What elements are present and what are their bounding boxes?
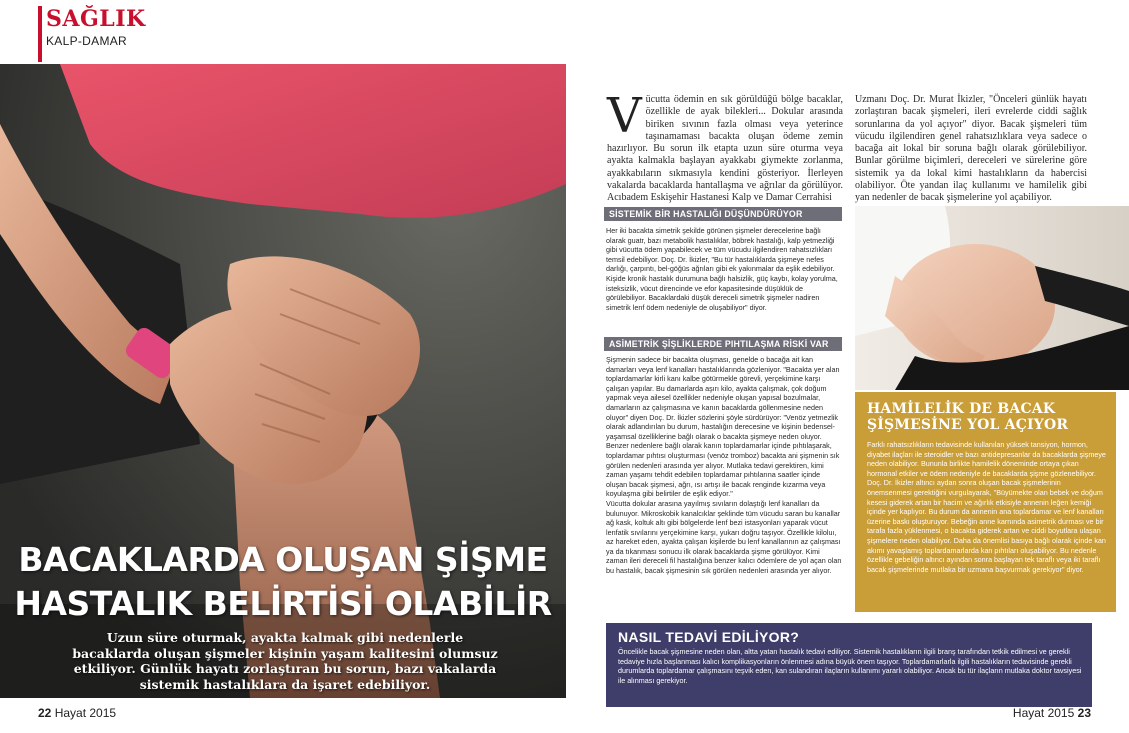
systemic-text: Her iki bacakta simetrik şekilde görünen şişmeler derecelerine bağlı olarak guatr, bazı metabolik hastalıklar, böbrek hastalığı, kalp yetmezliği gibi vücutta ödem yapabilecek ve tüm vücudu ilgilendiren rahatsızlıkları temsil edebiliyor. Doç. Dr. İkizler, "Bu tür hastalıklarda şişmeye nefes darlığı, çarpıntı, bel-göğüs ağrıları gibi ek yakınmalar da eşlik edebiliyor. Kişide kronik hastalık durumuna bağlı halsizlik, güç kaybı, kolay yorulma, isteksizlik, vücut direncinde ve efor kapasitesinde düşüklük de görülebiliyor. Bacaklardaki düşük dereceli simetrik şişmeler nadiren simetrik lenf ödem nedeniyle de oluşabiliyor" diyor. [606, 226, 838, 312]
intro-continued-paragraph: Uzmanı Doç. Dr. Murat İkizler, "Önceleri günlük hayatı zorlaştıran bacak şişmeleri, ileri evrelerde ciddi sağlık sorunlarına da yol açıyor" diyor. Bacak şişmeleri tüm vücudu ilgilendiren genel rahatsızlıklara veya sadece o bacağa ait lokal bir soruna bağlı olarak görülebiliyor. Bunlar görülme biçimleri, dereceleri ve sürelerine göre sistemik ya da lokal kimi hastalıkların da habercisi olabiliyor. Öte yandan ilaç kullanımı ve hamilelik gibi yan nedenler de bacak şişmelerine yol açabiliyor. [855, 94, 1087, 204]
page-number-right: 23 [1077, 706, 1091, 720]
asymmetric-text-block [606, 355, 842, 576]
asymmetric-subheading: ASİMETRİK ŞİŞLİKLERDE PIHTILAŞMA RİSKİ VAR [604, 337, 842, 351]
pregnancy-heading [867, 401, 1106, 433]
asymmetric-paragraph-1: Şişmenin sadece bir bacakta oluşması, genelde o bacağa ait kan damarları veya lenf kanalları hastalıklarında gözleniyor. "Bacakta yer alan toplardamarlar kirli kanı kalbe götürmekle görevli, yerçekimine karşı çalışan yapılar. Bu damarlarda aşırı kilo, ayakta çalışmak, çok doğum yapmak veya ailesel özellikler nedeniyle oluşan yapısal bozulmalar, damarların az çalışmasına ve kanın bacaklarda göllenmesine neden oluyor" diyen Doç. Dr. İkizler sözlerini şöyle sürdürüyor: "Venöz yetmezlik olarak adlandırılan bu durum, hastalığın derecesine ve kişinin bedensel-yaşamsal özelliklerine bağlı olarak o bacakta şişmeye neden oluyor. Benzer nedenlere bağlı olarak kanın toplardamarlar içinde pıhtılaşarak, toplardamar pıhtısı oluşturması (venöz tromboz) bacakta ani şişmenin sık görülen nedenleri arasında yer alıyor. Mutlaka tedavi gerektiren, kimi zaman yaşamı tehdit edebilen toplardamar pıhtılarına saatler içinde oluşan bacak şişmesi, ağrı, ısı artışı ile bacak renginde kızarma veya koyulaşma gibi belirtiler de eşlik ediyor." [606, 355, 840, 499]
drop-cap: V [607, 88, 642, 144]
hero-headline-line1: BACAKLARDA OLUŞAN ŞİŞME [18, 540, 548, 579]
treatment-heading: NASIL TEDAVİ EDİLİYOR? [618, 629, 800, 645]
hero-lead-paragraph: Uzun süre oturmak, ayakta kalmak gibi nedenlerle bacaklarda oluşan şişmeler kişinin yaşam kalitesini olumsuz etkiliyor. Günlük hayatı zorlaştıran bu sorun, bazı vakalarda sistemik hastalıklara da işaret edebiliyor. [72, 630, 498, 692]
magazine-label-left: Hayat 2015 [54, 706, 117, 720]
pregnant-woman-illustration [855, 206, 1129, 390]
page-footer-right [1013, 706, 1091, 720]
page-footer-left [38, 706, 116, 720]
intro-paragraph [607, 88, 843, 205]
pregnancy-heading-line1: HAMİLELİK DE BACAK [867, 401, 1056, 417]
intro-text: ücutta ödemin en sık görüldüğü bölge bacaklar, özellikle de ayak bilekleri... Dokular arasında biriken sıvının fazla olması veya yeterince taşınamaması bacakta oluşan ödeme zemin hazırlıyor. Bu sorun ilk etapta uzun süre oturma veya ayakta kalmakla başlayan ayakkabı giymekte zorlanma, ayakkabıların sıkmasıyla kendini gösteriyor. İlerleyen vakalarda bacaklarda hantallaşma ve ağrılar da görülüyor. Acıbadem Eskişehir Hastanesi Kalp ve Damar Cerrahisi [607, 94, 843, 204]
systemic-subheading: SİSTEMİK BİR HASTALIĞI DÜŞÜNDÜRÜYOR [604, 207, 842, 221]
hero-photo [0, 64, 566, 698]
magazine-label-right: Hayat 2015 [1012, 706, 1075, 720]
pregnancy-text: Farklı rahatsızlıkların tedavisinde kullanılan yüksek tansiyon, hormon, diyabet ilaçları ile steroidler ve bazı antidepresanlar da bacaklarda şişmeye neden olabiliyor. Bununla birlikte hamilelik döneminde ortaya çıkan hormonal etkiler ve ödem nedeniyle de bacaklarda şişme gözlenebiliyor. Doç. Dr. İkizler altıncı aydan sonra oluşan bacak şişmelerinin önemsenmesi gerektiğini vurgulayarak, "Büyümekte olan bebek ve doğum kesesi giderek artan bir hacim ve ağırlık etkisiyle annenin leğen kemiği içinde yer kaplıyor. Bu durum da annenin ana toplardamar ve lenf kanalları üzerine baskı oluşturuyor. Bebeğin anne karnında asimetrik durması ve bir tarafa fazla yüklenmesi, o bacakta giderek artan ve ciddi boyutlara ulaşan şişmelere neden olabiliyor. Daha da önemlisi basıya bağlı olarak içinde kan akımı yavaşlamış toplardamarlarda kan pıhtıları oluşabiliyor. Bu nedenle özellikle gebeliğin altıncı ayından sonra başlayan tek taraflı veya iki taraflı bacak şişmelerinde mutlaka bir uzmana başvurmak gerekiyor" diyor. [867, 440, 1106, 574]
pregnancy-heading-line2: ŞİŞMESİNE YOL AÇIYOR [867, 417, 1069, 433]
hero-headline-line2: HASTALIK BELİRTİSİ OLABİLİR [14, 584, 552, 623]
section-title: SAĞLIK [46, 6, 146, 32]
section-subtitle: KALP-DAMAR [46, 34, 128, 48]
page-number-left: 22 [38, 706, 52, 720]
pregnancy-photo [855, 206, 1129, 390]
section-header [38, 6, 146, 62]
treatment-text: Öncelikle bacak şişmesine neden olan, altta yatan hastalık tedavi ediliyor. Sistemik hastalıkların ilgili branş tarafından tetkik edilmesi ve gerekli tedaviye hızla başlanması kalıcı komplikasyonların önlenmesi adına büyük önem taşıyor. Toplardamarlarla ilgili hastalıkların tedavisinde gerekli durumlarda toplardamar çalışmasını teşvik eden, kan sulandıran ilaçların kullanımı yararlı olabiliyor. Ancak bu tür ilaçların mutlaka doktor tavsiyesi ile alınması gerekiyor. [618, 647, 1082, 685]
asymmetric-paragraph-2: Vücutta dokular arasına yayılmış sıvıların dolaştığı lenf kanalları da bulunuyor. Mikroskobik kanalcıklar şeklinde tüm vücudu saran bu kanallar ağ kask, koltuk altı gibi bölgelerde lenf bezi istasyonları yaparak vücut lenfatik sıvılarını yerçekimine karşı, yukarı doğru taşıyor. Özellikle kiloluı, az hareket eden, ayakta çalışan kişilerde bu lenf kanallarının az çalışması ya da tıkanması sonucu ilk olarak bacaklarda şişme görülüyor. Kimi zaman ileri dereceli fil hastalığına benzer kalıcı ödemlere de yol açan olan bu hastalık, bacak şişmesinin sık görülen nedenleri arasında yer alıyor. [606, 498, 842, 576]
pregnancy-info-box [855, 392, 1116, 612]
treatment-info-box [606, 623, 1092, 707]
